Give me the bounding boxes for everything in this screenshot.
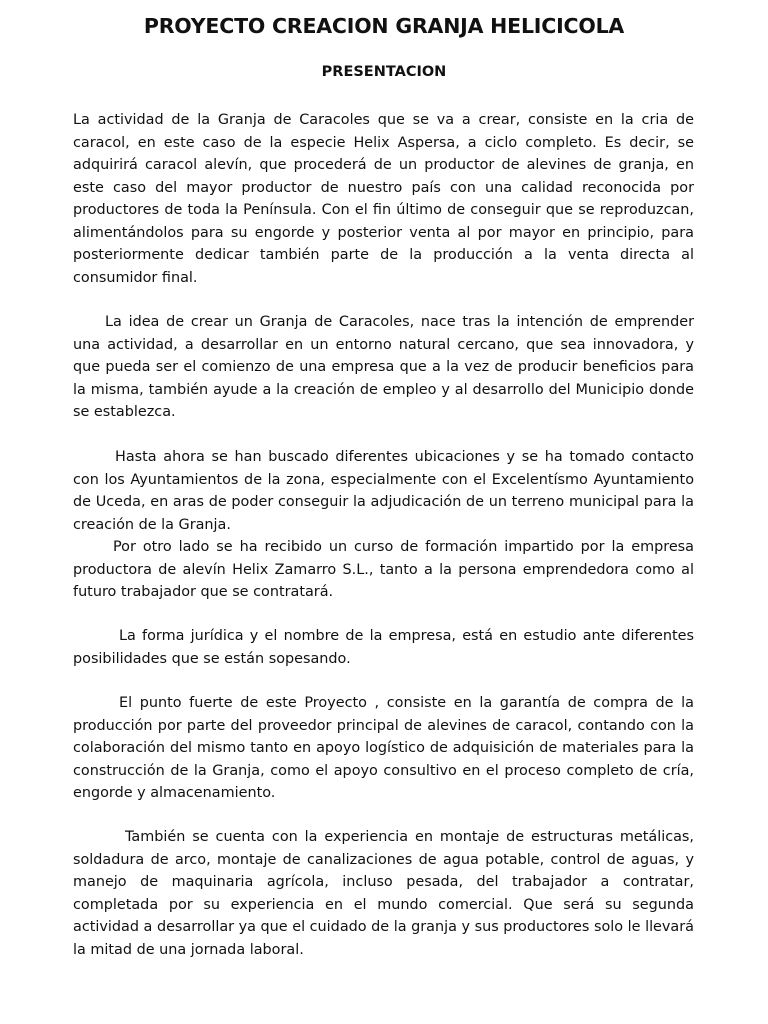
paragraph-training: Por otro lado se ha recibido un curso de formación impartido por la empresa productora de alevín Helix Zamarro S.L., tanto a la persona emprendedora como al futuro trabajador que se contratará.	[73, 539, 694, 600]
paragraph-strength: El punto fuerte de este Proyecto , consiste en la garantía de compra de la producción por parte del proveedor principal de alevines de caracol, contando con la colaboración del mismo tanto en apoyo logístico de adquisición de materiales para la construcción de la Granja, como el apoyo consultivo en el proceso completo de cría, engorde y almacenamiento.	[73, 695, 694, 801]
paragraph-idea: La idea de crear un Granja de Caracoles, nace tras la intención de emprender una actividad, a desarrollar en un entorno natural cercano, que sea innovadora, y que pueda ser el comienzo de una empresa que a la vez de producir beneficios para la misma, también ayude a la creación de empleo y al desarrollo del Municipio donde se establezca.	[73, 314, 694, 420]
paragraph-locations: Hasta ahora se han buscado diferentes ubicaciones y se ha tomado contacto con los Ayuntamientos de la zona, especialmente con el Excelentísmo Ayuntamiento de Uceda, en aras de poder conseguir la adjudicación de un terreno municipal para la creación de la Granja.	[73, 449, 694, 533]
document-title: PROYECTO CREACION GRANJA HELICICOLA	[143, 14, 625, 38]
paragraph-experience: También se cuenta con la experiencia en montaje de estructuras metálicas, soldadura de arco, montaje de canalizaciones de agua potable, control de aguas, y manejo de maquinaria agrícola, incluso pesada, del trabajador a contratar, completada por su experiencia en el mundo comercial. Que será su segunda actividad a desarrollar ya que el cuidado de la granja y sus productores solo le llevará la mitad de una jornada laboral.	[73, 829, 694, 958]
section-heading: PRESENTACION	[321, 64, 447, 80]
paragraph-activity: La actividad de la Granja de Caracoles que se va a crear, consiste en la cria de caracol, en este caso de la especie Helix Aspersa, a ciclo completo. Es decir, se adquirirá caracol alevín, que procederá de un productor de alevines de granja, en este caso del mayor productor de nuestro país con una calidad reconocida por productores de toda la Península. Con el fin último de conseguir que se reproduzcan, alimentándolos para su engorde y posterior venta al por mayor en principio, para posteriormente dedicar también parte de la producción a la venta directa al consumidor final.	[73, 112, 694, 286]
paragraph-legal-form: La forma jurídica y el nombre de la empresa, está en estudio ante diferentes posibilidades que se están sopesando.	[73, 628, 694, 667]
